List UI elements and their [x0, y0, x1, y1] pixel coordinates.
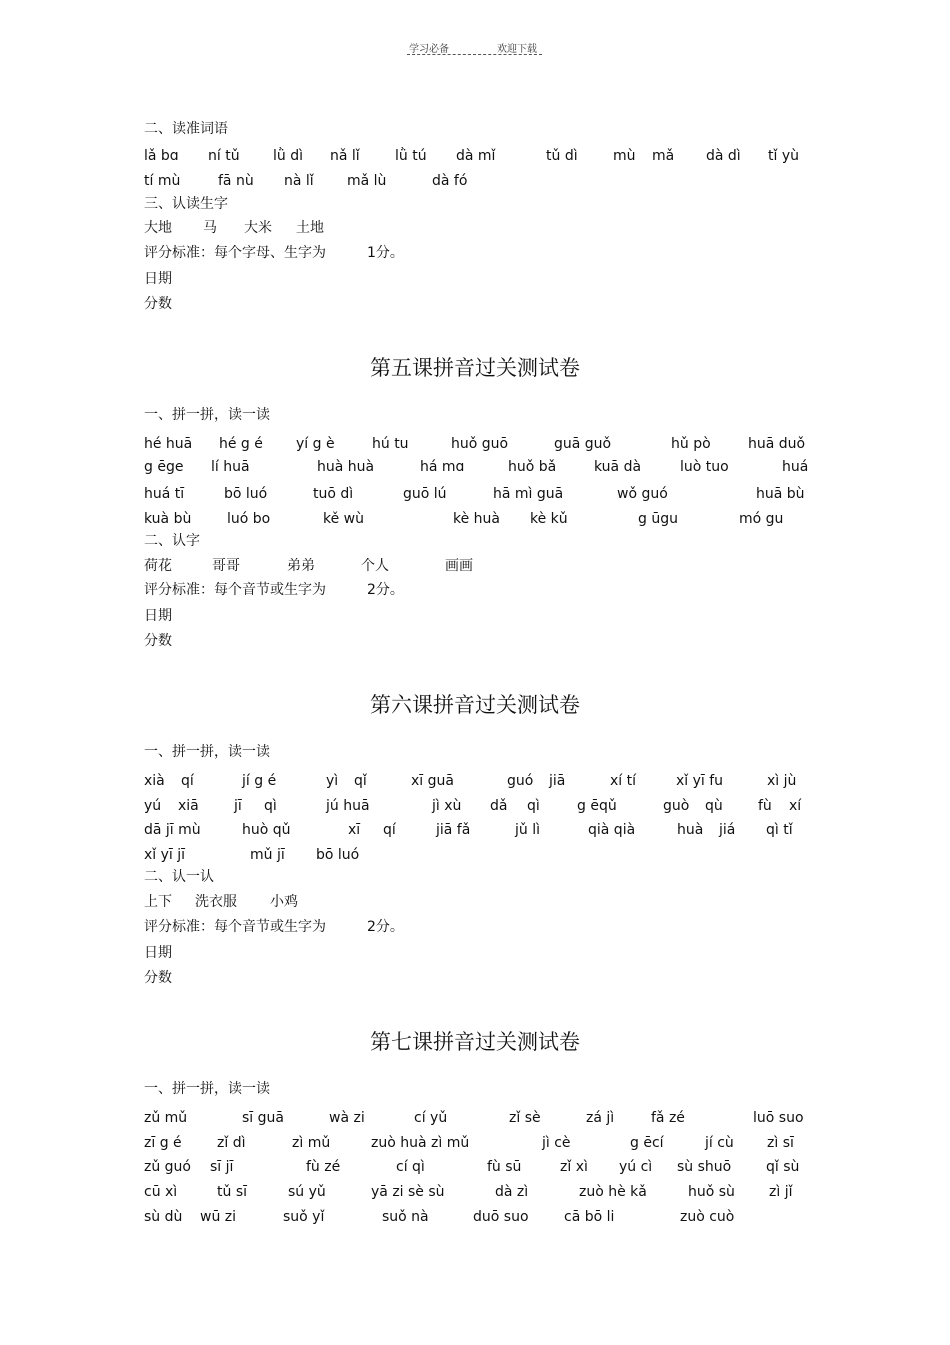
pinyin-word: jiā fǎ	[436, 822, 471, 838]
pinyin-word: xì jù	[767, 773, 797, 789]
pinyin-word: zǔ mǔ	[144, 1110, 188, 1126]
pinyin-word: xià	[144, 773, 165, 789]
pinyin-word: cā bō li	[564, 1209, 615, 1225]
pinyin-word: zì jǐ	[769, 1184, 793, 1200]
pinyin-word: jiá	[719, 822, 736, 838]
pinyin-word: yú cì	[619, 1159, 653, 1175]
pinyin-word: jì cè	[542, 1135, 571, 1151]
section-heading: 三、认读生字	[144, 196, 228, 212]
pinyin-word: sù dù	[144, 1209, 183, 1225]
pinyin-word: guō lú	[403, 486, 447, 502]
hanzi-word: 大地	[144, 220, 172, 236]
pinyin-word: mǎ lù	[347, 173, 387, 189]
pinyin-word: mó gu	[739, 511, 784, 527]
pinyin-word: g ēcí	[630, 1135, 664, 1151]
pinyin-word: nà lǐ	[284, 173, 314, 189]
pinyin-word: guò	[663, 798, 690, 814]
pinyin-word: huà huà	[317, 459, 375, 475]
pinyin-word: luò tuo	[680, 459, 729, 475]
pinyin-word: qià qià	[588, 822, 636, 838]
pinyin-word: jí cù	[705, 1135, 734, 1151]
pinyin-word: yú	[144, 798, 162, 814]
pinyin-word: qì	[527, 798, 540, 814]
date-label: 日期	[144, 271, 172, 287]
pinyin-word: hé g é	[219, 436, 263, 452]
pinyin-word: lǎ bɑ	[144, 148, 179, 164]
pinyin-word: huá tī	[144, 486, 185, 502]
pinyin-word: mǎ	[652, 148, 675, 164]
pinyin-word: tǔ dì	[546, 148, 578, 164]
pinyin-word: huǒ guō	[451, 436, 509, 452]
pinyin-word: yì	[326, 773, 339, 789]
pinyin-word: tuō dì	[313, 486, 354, 502]
pinyin-word: qì tǐ	[766, 822, 793, 838]
pinyin-word: huā bù	[756, 486, 805, 502]
section-heading: 二、认字	[144, 533, 200, 549]
lesson-title: 第五课拼音过关测试卷	[370, 356, 580, 380]
pinyin-word: yā zi sè sù	[371, 1184, 445, 1200]
pinyin-word: hā mì guā	[493, 486, 564, 502]
pinyin-word: fǎ zé	[651, 1110, 685, 1126]
pinyin-word: kuā dà	[594, 459, 642, 475]
pinyin-word: kè huà	[453, 511, 500, 527]
pinyin-word: mǔ jī	[250, 847, 285, 863]
pinyin-word: xǐ yī fu	[676, 773, 724, 789]
pinyin-word: qí	[383, 822, 396, 838]
section-heading: 一、拼一拼，读一读	[144, 407, 270, 423]
pinyin-word: zī g é	[144, 1135, 182, 1151]
pinyin-word: zǐ sè	[509, 1110, 541, 1126]
pinyin-word: cí yǔ	[414, 1110, 448, 1126]
pinyin-word: dà zì	[495, 1184, 529, 1200]
date-label: 日期	[144, 945, 172, 961]
pinyin-word: qì	[264, 798, 277, 814]
header-left: 学习必备	[409, 44, 449, 55]
hanzi-word: 小鸡	[270, 894, 298, 910]
pinyin-word: hǔ pò	[671, 436, 711, 452]
pinyin-word: bō luó	[224, 486, 268, 502]
pinyin-word: há mɑ	[420, 459, 465, 475]
pinyin-word: zuò huà zì mǔ	[371, 1135, 470, 1151]
scoring-criteria: 评分标准：每个音节或生字为	[144, 582, 326, 598]
pinyin-word: huǒ bǎ	[508, 459, 557, 475]
pinyin-word: huò qǔ	[242, 822, 291, 838]
pinyin-word: wū zi	[200, 1209, 237, 1225]
pinyin-word: nǎ lǐ	[330, 148, 360, 164]
pinyin-word: lǜ dì	[273, 148, 303, 164]
hanzi-word: 马	[203, 220, 217, 236]
section-heading: 二、认一认	[144, 869, 214, 885]
pinyin-word: xī guā	[411, 773, 454, 789]
pinyin-word: tǐ yù	[768, 148, 799, 164]
pinyin-word: mù	[613, 148, 636, 164]
scoring-criteria: 评分标准：每个音节或生字为	[144, 919, 326, 935]
header-divider	[407, 54, 542, 55]
pinyin-word: zuò hè kǎ	[579, 1184, 647, 1200]
pinyin-word: xí	[789, 798, 802, 814]
lesson-title: 第六课拼音过关测试卷	[370, 693, 580, 717]
pinyin-word: qǐ sù	[766, 1159, 800, 1175]
pinyin-word: dà dì	[706, 148, 741, 164]
pinyin-word: wà zi	[329, 1110, 365, 1126]
pinyin-word: lǜ tú	[395, 148, 427, 164]
pinyin-word: zá jì	[586, 1110, 615, 1126]
pinyin-word: bō luó	[316, 847, 360, 863]
pinyin-word: xiā	[178, 798, 199, 814]
pinyin-word: g ēge	[144, 459, 184, 475]
pinyin-word: hé huā	[144, 436, 193, 452]
pinyin-word: fù zé	[306, 1159, 341, 1175]
hanzi-word: 洗衣服	[195, 894, 237, 910]
pinyin-word: sī guā	[242, 1110, 284, 1126]
hanzi-word: 哥哥	[212, 558, 240, 574]
pinyin-word: sī jī	[210, 1159, 234, 1175]
scoring-criteria: 评分标准：每个字母、生字为	[144, 245, 326, 261]
score-label: 分数	[144, 633, 172, 649]
pinyin-word: ní tǔ	[208, 148, 240, 164]
pinyin-word: luō suo	[753, 1110, 804, 1126]
hanzi-word: 弟弟	[287, 558, 315, 574]
pinyin-word: tǔ sī	[217, 1184, 247, 1200]
pinyin-word: sù shuō	[677, 1159, 732, 1175]
pinyin-word: suǒ nà	[382, 1209, 429, 1225]
pinyin-word: jī	[234, 798, 242, 814]
pinyin-word: jí g é	[242, 773, 277, 789]
pinyin-word: g ūgu	[638, 511, 678, 527]
pinyin-word: xǐ yī jī	[144, 847, 186, 863]
pinyin-word: zǐ dì	[217, 1135, 246, 1151]
pinyin-word: xí tí	[610, 773, 637, 789]
pinyin-word: dà mǐ	[456, 148, 496, 164]
hanzi-word: 荷花	[144, 558, 172, 574]
pinyin-word: duō suo	[473, 1209, 529, 1225]
section-heading: 一、拼一拼，读一读	[144, 744, 270, 760]
pinyin-word: hú tu	[372, 436, 409, 452]
pinyin-word: xī	[348, 822, 361, 838]
pinyin-word: guó	[507, 773, 534, 789]
pinyin-word: zuò cuò	[680, 1209, 735, 1225]
scoring-value: 2分。	[367, 919, 404, 935]
pinyin-word: sú yǔ	[288, 1184, 326, 1200]
pinyin-word: qǐ	[354, 773, 367, 789]
date-label: 日期	[144, 608, 172, 624]
pinyin-word: g ēqǔ	[577, 798, 617, 814]
pinyin-word: kuà bù	[144, 511, 192, 527]
pinyin-word: huá	[782, 459, 809, 475]
hanzi-word: 个人	[361, 558, 389, 574]
hanzi-word: 土地	[296, 220, 324, 236]
pinyin-word: dā jī mù	[144, 822, 201, 838]
hanzi-word: 大米	[244, 220, 272, 236]
score-label: 分数	[144, 296, 172, 312]
lesson-title: 第七课拼音过关测试卷	[370, 1030, 580, 1054]
pinyin-word: qù	[705, 798, 723, 814]
pinyin-word: zǔ guó	[144, 1159, 191, 1175]
pinyin-word: wǒ guó	[617, 486, 668, 502]
pinyin-word: fā nù	[218, 173, 254, 189]
pinyin-word: zì mǔ	[292, 1135, 331, 1151]
pinyin-word: dǎ	[490, 798, 508, 814]
pinyin-word: kě wù	[323, 511, 364, 527]
pinyin-word: yí g è	[296, 436, 335, 452]
header-right: 欢迎下载	[497, 44, 537, 55]
pinyin-word: dà fó	[432, 173, 468, 189]
pinyin-word: qí	[181, 773, 194, 789]
pinyin-word: lí huā	[211, 459, 250, 475]
pinyin-word: suǒ yǐ	[283, 1209, 325, 1225]
score-label: 分数	[144, 970, 172, 986]
pinyin-word: zì sī	[767, 1135, 794, 1151]
scoring-value: 1分。	[367, 245, 404, 261]
pinyin-word: cí qì	[396, 1159, 425, 1175]
hanzi-word: 画画	[445, 558, 473, 574]
pinyin-word: zǐ xì	[560, 1159, 588, 1175]
pinyin-word: jǔ lì	[515, 822, 540, 838]
section-heading: 二、读准词语	[144, 121, 228, 137]
pinyin-word: fù sū	[487, 1159, 522, 1175]
section-heading: 一、拼一拼，读一读	[144, 1081, 270, 1097]
pinyin-word: kè kǔ	[530, 511, 568, 527]
pinyin-word: huà	[677, 822, 704, 838]
pinyin-word: guā guǒ	[554, 436, 612, 452]
pinyin-word: jú huā	[326, 798, 370, 814]
pinyin-word: huā duǒ	[748, 436, 806, 452]
pinyin-word: tí mù	[144, 173, 181, 189]
pinyin-word: fù	[758, 798, 772, 814]
pinyin-word: luó bo	[227, 511, 271, 527]
pinyin-word: huǒ sù	[688, 1184, 735, 1200]
pinyin-word: jì xù	[432, 798, 462, 814]
pinyin-word: jiā	[549, 773, 566, 789]
hanzi-word: 上下	[144, 894, 172, 910]
pinyin-word: cū xì	[144, 1184, 178, 1200]
scoring-value: 2分。	[367, 582, 404, 598]
